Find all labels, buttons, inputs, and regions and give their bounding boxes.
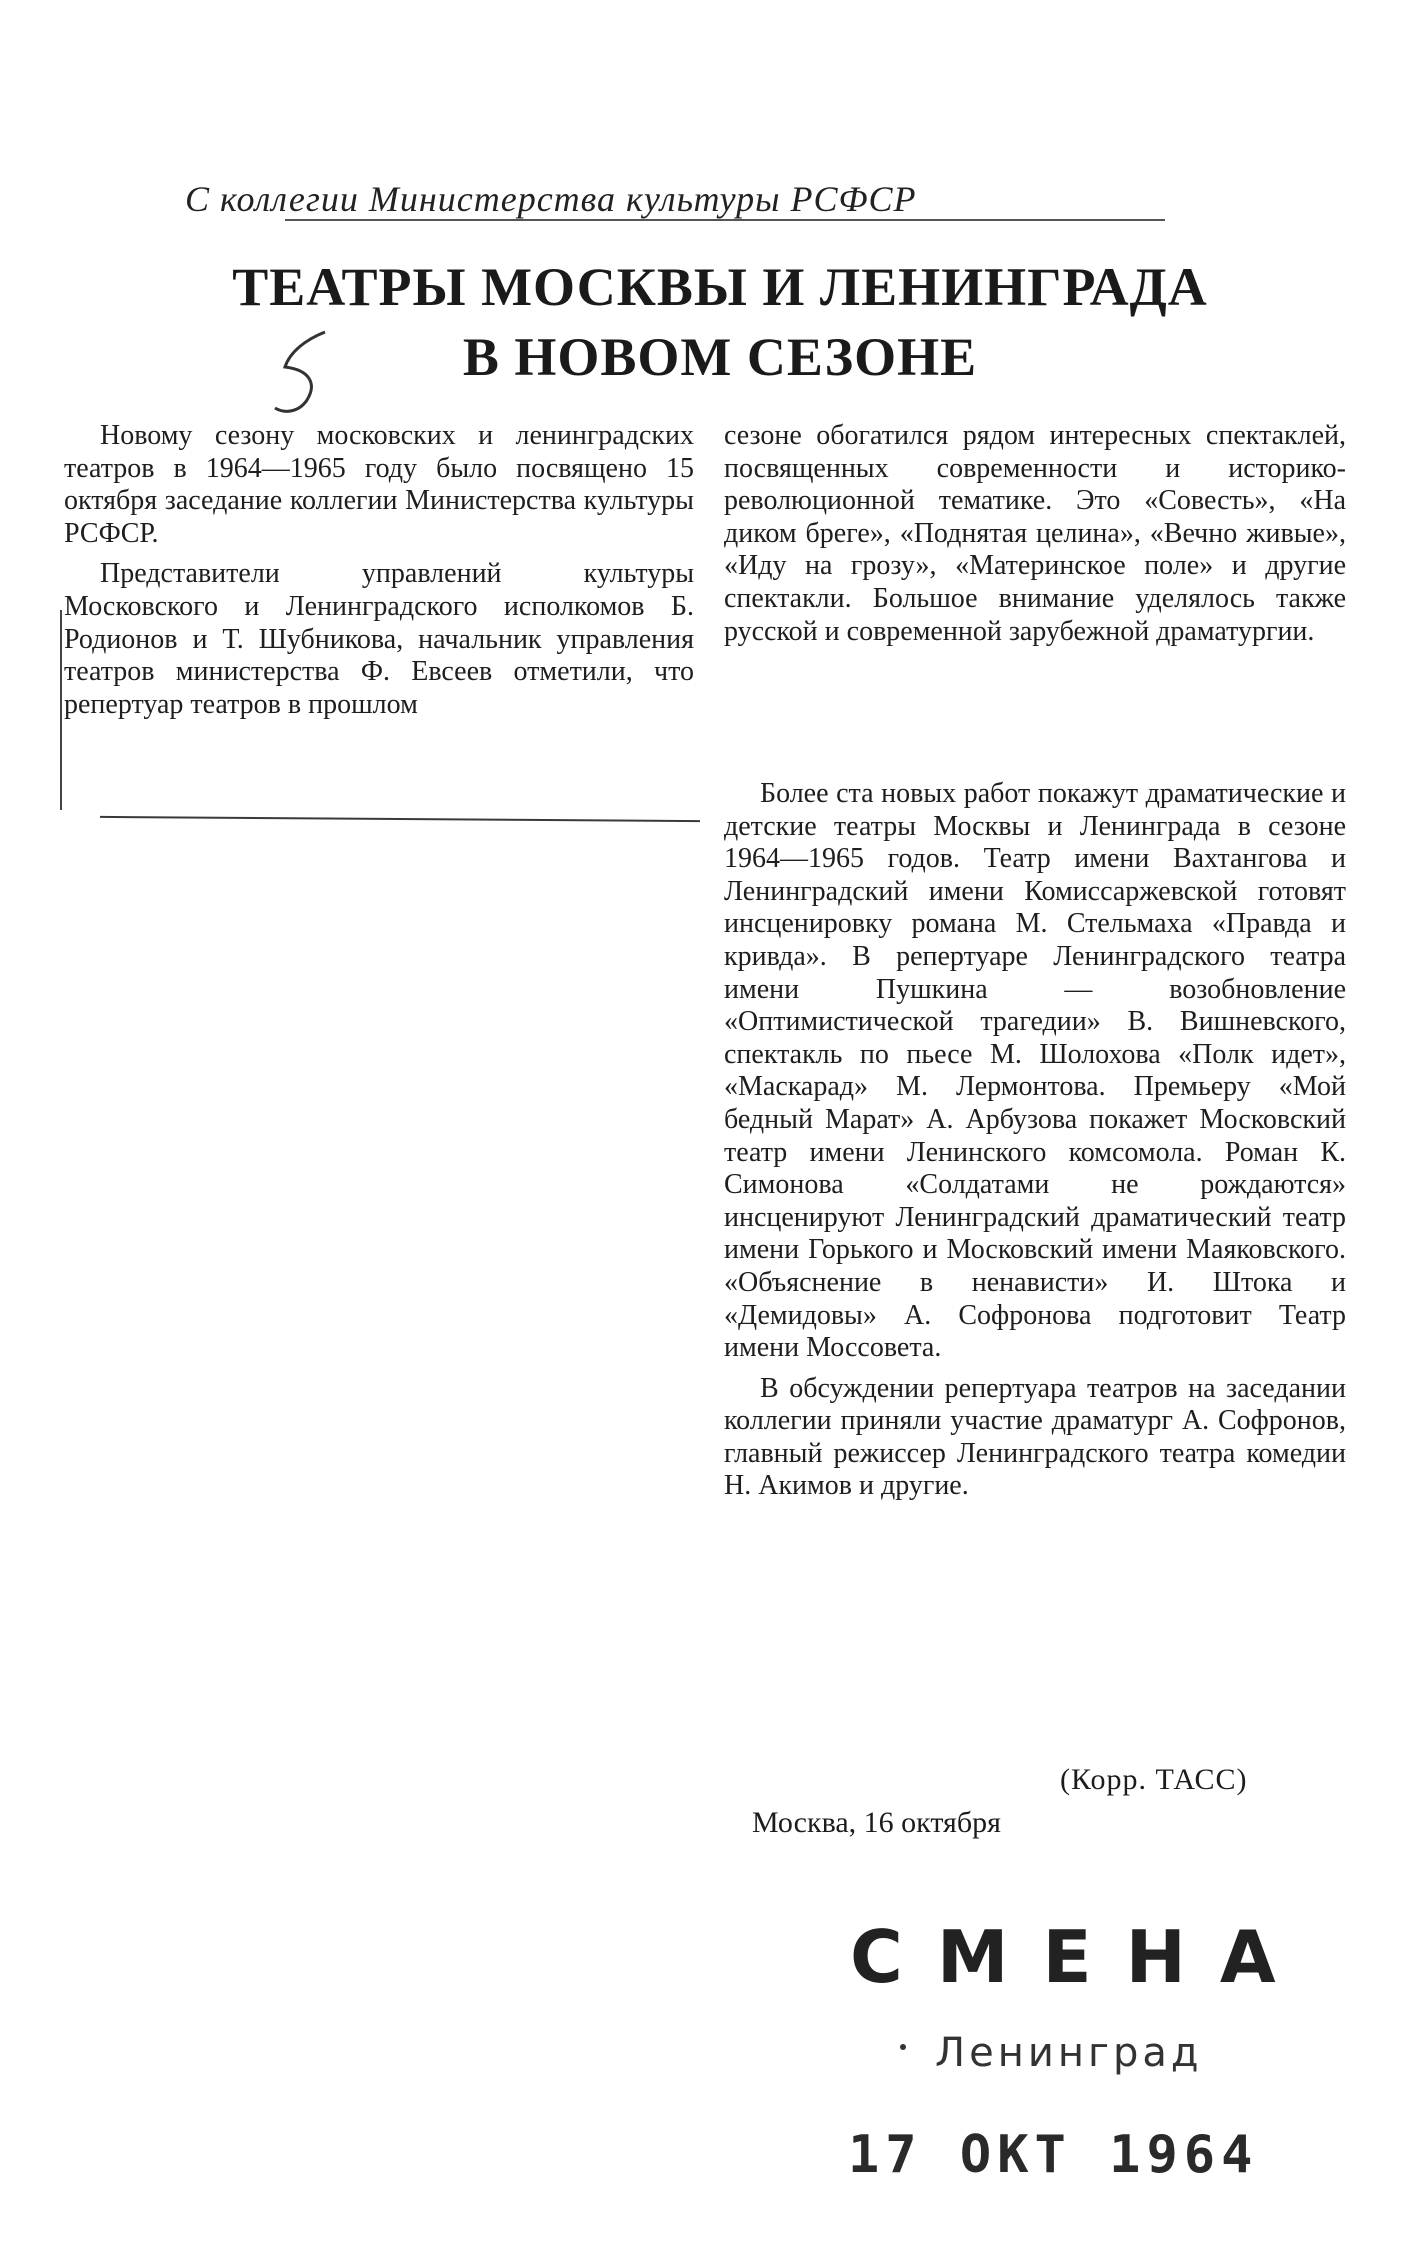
stamp-dot	[900, 2044, 906, 2050]
stamp-city: Ленинград	[935, 2030, 1203, 2076]
handwritten-mark	[255, 322, 345, 422]
margin-bracket	[60, 610, 62, 810]
rubric-underline	[285, 219, 1165, 221]
article-paragraph-2: Представители управлений культуры Московского и Ленинградского исполкомов Б. Родионов и Т. Шубникова, начальник управления театров министерства Ф. Евсеев отметили, что репертуар театров в прошлом	[64, 558, 694, 720]
article-column-right	[724, 778, 1346, 1503]
headline-line-1: ТЕАТРЫ МОСКВЫ И ЛЕНИНГРАДА	[232, 257, 1208, 317]
article-column-left	[64, 420, 694, 721]
article-column-right-top	[724, 420, 1346, 648]
dateline: Москва, 16 октября	[752, 1806, 1001, 1839]
stamp-date: 17 ОКТ 1964	[848, 2125, 1259, 2185]
stamp-newspaper-name: СМЕНА	[850, 1915, 1310, 1999]
article-paragraph-4: В обсуждении репертуара театров на заседании коллегии приняли участие драматург А. Софронов, главный режиссер Ленинградского театра комедии Н. Акимов и другие.	[724, 1372, 1346, 1502]
article-paragraph-3: Более ста новых работ покажут драматические и детские театры Москвы и Ленинграда в сезоне 1964—1965 годов. Театр имени Вахтангова и Ленинградский имени Комиссаржевской готовят инсценировку романа М. Стельмаха «Правда и кривда». В репертуаре Ленинградского театра имени Пушкина — возобновление «Оптимистической трагедии» В. Вишневского, спектакль по пьесе М. Шолохова «Полк идет», «Маскарад» М. Лермонтова. Премьеру «Мой бедный Марат» А. Арбузова покажет Московский театр имени Ленинского комсомола. Роман К. Симонова «Солдатами не рождаются» инсценируют Ленинградский драматический театр имени Горького и Московский имени Маяковского. «Объяснение в ненависти» И. Штока и «Демидовы» А. Софронова подготовит Театр имени Моссовета.	[724, 778, 1346, 1364]
headline-line-2: В НОВОМ СЕЗОНЕ	[462, 327, 978, 387]
article-paragraph-1: Новому сезону московских и ленинградских театров в 1964—1965 году было посвящено 15 октября заседание коллегии Министерства культуры РСФСР.	[64, 420, 694, 549]
column-divider-rule	[100, 816, 700, 822]
rubric: С коллегии Министерства культуры РСФСР	[185, 179, 917, 219]
article-paragraph-2-continued: сезоне обогатился рядом интересных спектаклей, посвященных современности и историко-революционной тематике. Это «Совесть», «На диком бреге», «Поднятая целина», «Вечно живые», «Иду на грозу», «Материнское поле» и другие спектакли. Большое внимание уделялось также русской и современной зарубежной драматургии.	[724, 420, 1346, 647]
signature: (Корр. ТАСС)	[1060, 1763, 1248, 1796]
